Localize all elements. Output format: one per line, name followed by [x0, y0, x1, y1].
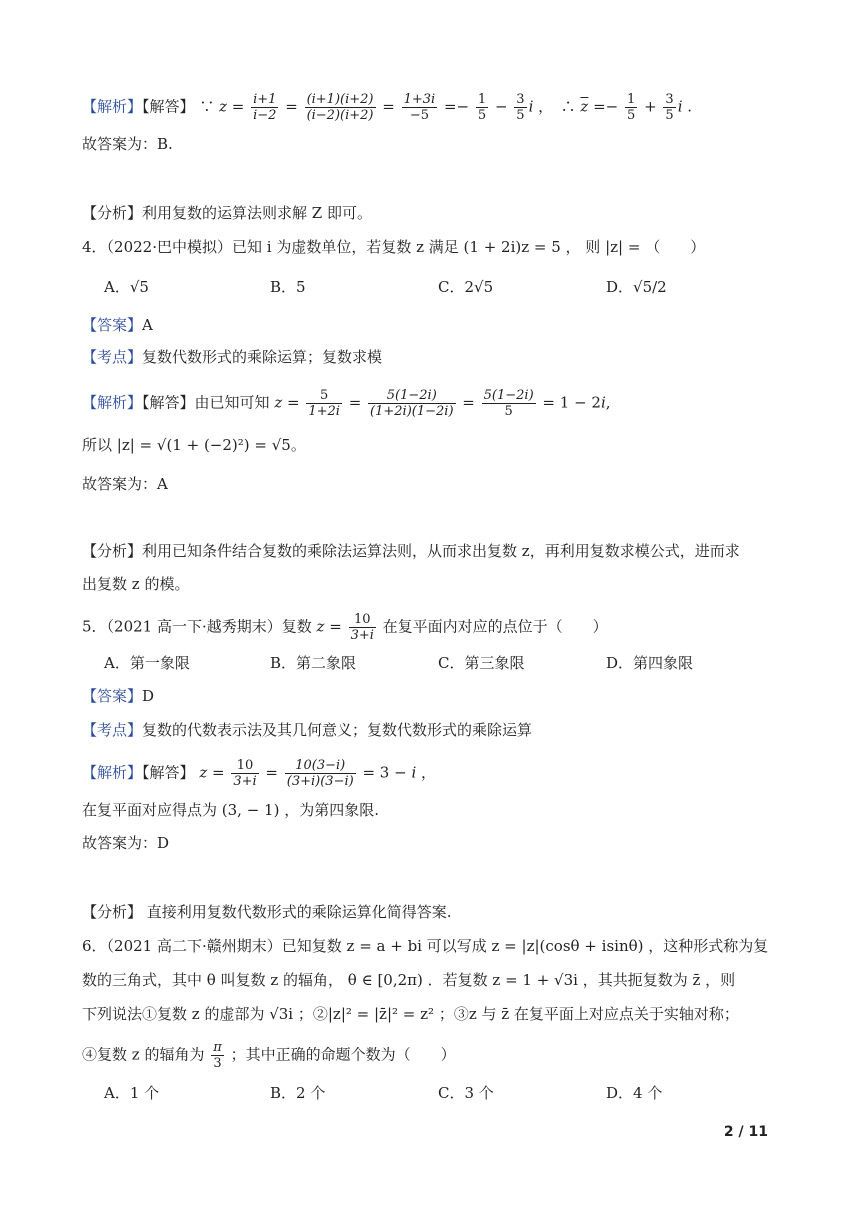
q4-modulus: 所以 |z| = √(1 + (−2)²) = √5。: [82, 436, 306, 454]
q4-fenxi-text: 利用已知条件结合复数的乘除法运算法则，从而求出复数 z，再利用复数求模公式，进而求: [142, 542, 740, 560]
analysis-tag: 【解析】: [82, 763, 143, 782]
q5-point: 在复平面对应得点为 (3, − 1) ，为第四象限.: [82, 801, 379, 819]
q5-kaodian: [82, 719, 790, 741]
q4-conclusion: 故答案为：A: [82, 475, 168, 493]
q5-solution: 【解析】【解答】 z = $\frac{10}{3+i}$ = $\frac{10(3-i)}{(3+i)(3-i)}$ = 3 − i ，: [82, 758, 437, 789]
analysis-tag: 【解析】: [82, 97, 143, 116]
q4-stem: 4．（2022·巴中模拟）已知 i 为虚数单位，若复数 z 满足 (1 + 2i)z = 5 ， 则 |z| = （ ）: [82, 238, 706, 256]
q5-stem-suffix: 在复平面内对应的点位于（ ）: [382, 617, 608, 636]
q6-line-4-suffix: ；其中正确的命题个数为（ ）: [230, 1045, 456, 1064]
q6-line-2: 数的三角式，其中 θ 叫复数 z 的辐角， θ ∈ [0,2π) ．若复数 z = 1 + √3i ，其共扼复数为 z̄ ，则: [82, 971, 736, 989]
q5-option-d: D．第四象限: [606, 654, 694, 672]
q5-fenxi: [82, 901, 790, 923]
because-symbol: ∵: [199, 97, 215, 116]
q5-answer: [82, 685, 790, 707]
kaodian-tag: 【考点】: [82, 721, 143, 739]
q6-option-c: C．3 个: [438, 1084, 494, 1102]
q4-option-c: C．2√5: [438, 278, 494, 296]
q4-option-b: B．5: [270, 278, 306, 296]
q5-conclusion: 故答案为：D: [82, 834, 170, 852]
q6-option-a: A．1 个: [104, 1084, 160, 1102]
q5-fenxi-text: 直接利用复数代数形式的乘除运算化简得答案.: [142, 903, 452, 921]
q5-kaodian-text: 复数的代数表示法及其几何意义；复数代数形式的乘除运算: [142, 721, 533, 739]
q5-stem-prefix: 5．（2021 高一下·越秀期末）复数: [82, 617, 312, 636]
fenxi-tag: 【分析】: [82, 542, 143, 560]
fenxi-tag: 【分析】: [82, 204, 143, 222]
q3-conclusion: 故答案为：B.: [82, 135, 173, 153]
q6-option-d: D．4 个: [606, 1084, 663, 1102]
kaodian-tag: 【考点】: [82, 348, 143, 366]
q5-option-c: C．第三象限: [438, 654, 525, 672]
q6-line-1: 6．（2021 高二下·赣州期末）已知复数 z = a + bi 可以写成 z = |z|(cosθ + isinθ) ，这种形式称为复: [82, 937, 769, 955]
q5-stem: 5．（2021 高一下·越秀期末）复数 z = $\frac{10}{3+i}$ 在复平面内对应的点位于（ ）: [82, 612, 608, 643]
q4-kaodian-text: 复数代数形式的乘除运算；复数求模: [142, 348, 383, 366]
q5-answer-value: D: [142, 687, 155, 705]
q4-option-d: D．√5/2: [606, 278, 667, 296]
page-number: 2 / 11: [723, 1124, 768, 1140]
q4-kaodian: [82, 346, 790, 368]
q6-line-4: ④复数 z 的辐角为 $\frac{\pi}{3}$ ；其中正确的命题个数为（ ）: [82, 1040, 456, 1071]
q4-solution: 【解析】【解答】由已知可知 z = $\frac{5}{1+2i}$ = $\frac{5(1-2i)}{(1+2i)(1-2i)}$ = $\frac{5(1-2i)}{5}$ = 1 − 2i,: [82, 388, 611, 419]
answer-tag: 【答案】: [82, 316, 143, 334]
q6-option-b: B．2 个: [270, 1084, 326, 1102]
q3-fenxi-text: 利用复数的运算法则求解 Z 即可。: [142, 204, 372, 222]
fenxi-tag: 【分析】: [82, 903, 143, 921]
answer-tag: 【答案】: [82, 687, 143, 705]
q4-answer-value: A: [142, 316, 153, 334]
q4-answer: [82, 314, 790, 336]
q6-line-4-prefix: ④复数 z 的辐角为: [82, 1045, 205, 1064]
q5-option-b: B．第二象限: [270, 654, 357, 672]
q3-solution: 【解析】【解答】 ∵ z = $\frac{i+1}{i-2}$ = $\frac{(i+1)(i+2)}{(i-2)(i+2)}$ = $\frac{1+3i}{-5}$ =− $\frac{1}{5}$ − $\frac{3}{5}$ i ， ∴ $\overline{z}$ =− $\frac{1}{5}$ + $\frac{3}{5}$ i .: [82, 92, 693, 123]
q4-fenxi-1: [82, 540, 790, 562]
q4-option-a: A．√5: [104, 278, 149, 296]
q3-fenxi: [82, 202, 790, 224]
q4-fenxi-2: 出复数 z 的模。: [82, 575, 190, 593]
analysis-tag: 【解析】: [82, 393, 143, 412]
solve-tag: 【解答】: [142, 763, 195, 782]
q5-option-a: A．第一象限: [104, 654, 190, 672]
solve-tag: 【解答】: [142, 97, 195, 116]
solve-tag: 【解答】: [142, 393, 195, 412]
q6-line-3: 下列说法①复数 z 的虚部为 √3i ；②|z|² = |z̄|² = z² ；③z 与 z̄ 在复平面上对应点关于实轴对称；: [82, 1005, 739, 1023]
q4-solve-text: 由已知可知: [194, 393, 270, 412]
